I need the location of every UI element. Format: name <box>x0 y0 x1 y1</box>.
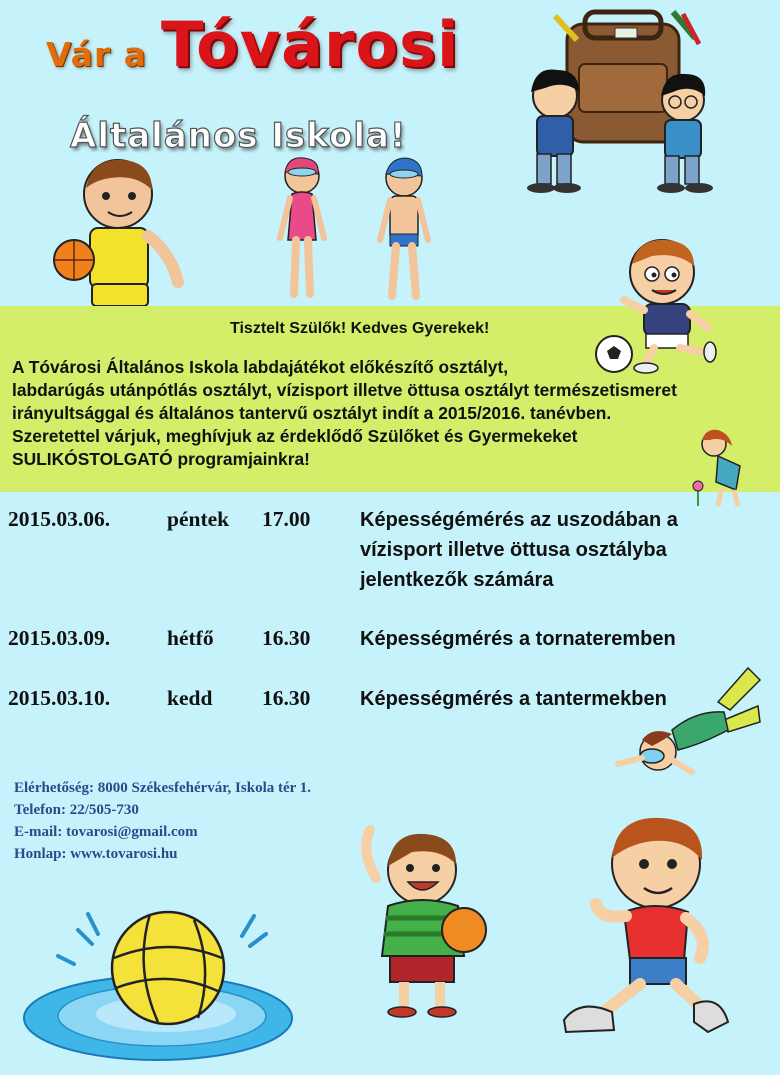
description-line: Képességémérés az uszodában a <box>360 509 678 531</box>
contact-website[interactable]: Honlap: www.tovarosi.hu <box>14 846 178 862</box>
description-line: vízisport illetve öttusa osztályba <box>360 539 667 561</box>
swimmers-icon <box>272 154 442 304</box>
page-title <box>46 8 459 81</box>
intro-line: Szeretettel várjuk, meghívjuk az érdeklődő Szülőket és Gyermekeket <box>12 426 578 446</box>
intro-line: irányultsággal és általános tantervű osztályt indít a 2015/2016. tanévben. <box>12 403 612 423</box>
intro-paragraph <box>12 356 780 471</box>
water-polo-ball-icon <box>18 906 308 1066</box>
schedule-date: 2015.03.09. <box>8 626 111 650</box>
contact-phone: Telefon: 22/505-730 <box>14 802 139 818</box>
title-main: Tóvárosi <box>161 8 460 81</box>
contact-address: Elérhetőség: 8000 Székesfehérvár, Iskola tér 1. <box>14 780 312 796</box>
backpack-kids-icon <box>505 4 745 204</box>
description-line: Képességmérés a tornateremben <box>360 628 676 650</box>
schedule-time: 16.30 <box>262 686 311 710</box>
running-boy-icon <box>560 808 740 1048</box>
title-prefix: Vár a <box>46 35 148 74</box>
intro-line: labdarúgás utánpótlás osztályt, vízisport illetve öttusa osztályt természetismeret <box>12 380 677 400</box>
diver-icon <box>612 660 762 780</box>
intro-line: A Tóvárosi Általános Iskola labdajátékot előkészítő osztályt, <box>12 357 509 377</box>
schedule-description <box>360 505 678 595</box>
schedule-date: 2015.03.10. <box>8 686 111 710</box>
description-line: Képességmérés a tantermekben <box>360 688 667 710</box>
intro-line: SULIKÓSTOLGATÓ programjainkra! <box>12 449 310 469</box>
schedule-day: hétfő <box>167 626 214 650</box>
schedule-day: kedd <box>167 686 213 710</box>
schedule-day: péntek <box>167 507 230 531</box>
schedule-description <box>360 624 676 654</box>
soccer-boy-icon <box>588 234 728 374</box>
schedule-time: 16.30 <box>262 626 311 650</box>
contact-email[interactable]: E-mail: tovarosi@gmail.com <box>14 824 198 840</box>
greeting-text: Tisztelt Szülők! Kedves Gyerekek! <box>230 320 490 337</box>
ball-boy-icon <box>352 820 502 1020</box>
page-subtitle: Általános Iskola! <box>70 116 407 156</box>
schedule-time: 17.00 <box>262 507 311 531</box>
description-line: jelentkezők számára <box>360 569 554 591</box>
schedule-date: 2015.03.06. <box>8 507 111 531</box>
